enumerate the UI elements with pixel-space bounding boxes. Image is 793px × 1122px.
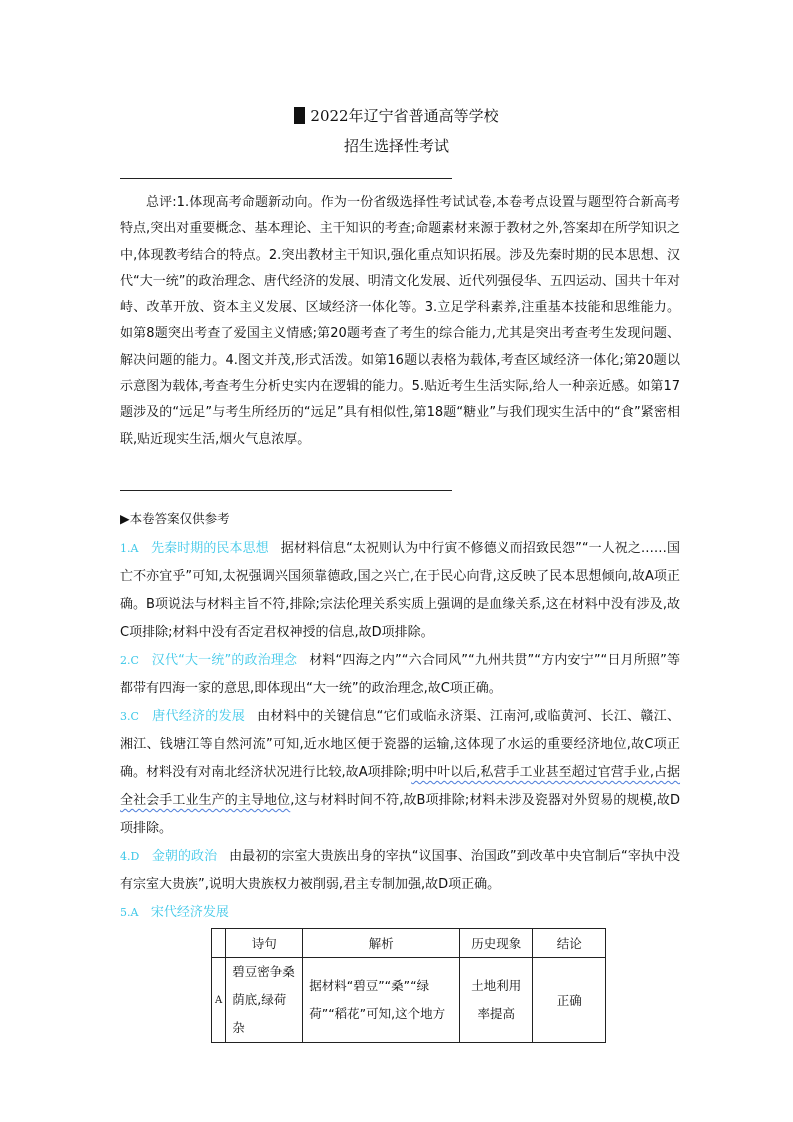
answer-topic: 宋代经济发展: [150, 905, 229, 920]
answer-number: 1.A: [120, 542, 139, 555]
answer-topic: 汉代“大一统”的政治理念: [151, 653, 298, 668]
title-line-1: [0, 104, 793, 128]
table-header-row: [212, 929, 606, 958]
table-header-blank: [212, 929, 226, 958]
answer-5: [120, 899, 680, 927]
table-row: [212, 958, 606, 1043]
answer-number: 4.D: [120, 850, 140, 863]
answer-topic: 先秦时期的民本思想: [151, 541, 269, 556]
answer-number: 5.A: [120, 906, 139, 919]
answer-text-tail: ,这与材料时间不符,故B项排除;材料未涉及瓷器对外贸易的规模,故D项排除。: [120, 793, 680, 836]
exam-title: 2022年辽宁省普通高等学校: [310, 107, 499, 125]
table-header-cell: 解析: [303, 929, 460, 958]
analysis-table: [211, 928, 606, 1043]
title-line-2: 招生选择性考试: [343, 137, 449, 155]
answer-2: [120, 647, 680, 703]
answer-text: 材料“四海之内”“六合同风”“九州共贯”“方内安宁”“日月所照”等都带有四海一家的意思,即体现出“大一统”的政治理念,故C项正确。: [120, 653, 680, 696]
wavy-underlined-text: 明中叶以后,私营手工业甚至超过官营手业,占据全社会手工业生产的主导地位: [120, 765, 681, 808]
table-option-cell: A: [212, 958, 226, 1043]
answer-text: 由材料中的关键信息“它们或临永济渠、江南河,或临黄河、长江、赣江、湘江、钱塘江等自然河流”可知,近水地区便于瓷器的运输,这体现了水运的重要经济地位,故C项正确。材料没有对南北经济状况进行比较,故A项排除;: [120, 709, 680, 780]
table-header-cell: 历史现象: [460, 929, 533, 958]
answer-note: ▶本卷答案仅供参考: [120, 511, 230, 526]
answer-topic: 金朝的政治: [151, 849, 218, 864]
table-analysis-cell: 据材料“碧豆”“桑”“绿荷”“稻花”可知,这个地方: [303, 958, 460, 1043]
summary-paragraph: 总评:1.体现高考命题新动向。作为一份省级选择性考试试卷,本卷考点设置与题型符合新高考特点,突出对重要概念、基本理论、主干知识的考查;命题素材来源于教材之外,答案却在所学知识之中,体现教考结合的特点。2.突出教材主干知识,强化重点知识拓展。涉及先秦时期的民本思想、汉代“大一统”的政治理念、唐代经济的发展、明清文化发展、近代列强侵华、五四运动、国共十年对峙、改革开放、资本主义发展、区域经济一体化等。3.立足学科素养,注重基本技能和思维能力。如第8题突出考查了爱国主义情感;第20题考查了考生的综合能力,尤其是突出考查考生发现问题、解决问题的能力。4.图文并茂,形式活泼。如第16题以表格为载体,考查区域经济一体化;第20题以示意图为载体,考查考生分析史实内在逻辑的能力。5.贴近考生生活实际,给人一种亲近感。如第17题涉及的“远足”与考生所经历的“远足”具有相似性,第18题“糖业”与我们现实生活中的“食”紧密相联,贴近现实生活,烟火气息浓厚。: [120, 195, 680, 447]
table-phenomenon-cell: 土地利用率提高: [460, 958, 533, 1043]
answer-1: [120, 535, 680, 647]
divider-bottom: [120, 490, 452, 491]
answer-text: 据材料信息“太祝则认为中行寅不修德义而招致民怨”“一人祝之……国亡不亦宜乎”可知,太祝强调兴国须靠德政,国之兴亡,在于民心向背,这反映了民本思想倾向,故A项正确。B项说法与材料主旨不符,排除;宗法伦理关系实质上强调的是血缘关系,这在材料中没有涉及,故C项排除;材料中没有否定君权神授的信息,故D项排除。: [120, 541, 680, 640]
answer-4: [120, 843, 680, 899]
answer-number: 2.C: [120, 654, 139, 667]
table-conclusion-cell: 正确: [533, 958, 606, 1043]
answer-3: [120, 703, 680, 843]
marker-block: [294, 107, 305, 124]
answer-number: 3.C: [120, 710, 139, 723]
answer-text: 由最初的宗室大贵族出身的宰执“议国事、治国政”到改革中央官制后“宰执中没有宗室大贵族”,说明大贵族权力被削弱,君主专制加强,故D项正确。: [120, 849, 680, 892]
table-header-cell: 结论: [533, 929, 606, 958]
answer-topic: 唐代经济的发展: [152, 709, 246, 724]
divider-top: [120, 178, 452, 179]
table-header-cell: 诗句: [226, 929, 303, 958]
table-poem-cell: 碧豆密争桑荫底,绿荷杂: [226, 958, 303, 1043]
